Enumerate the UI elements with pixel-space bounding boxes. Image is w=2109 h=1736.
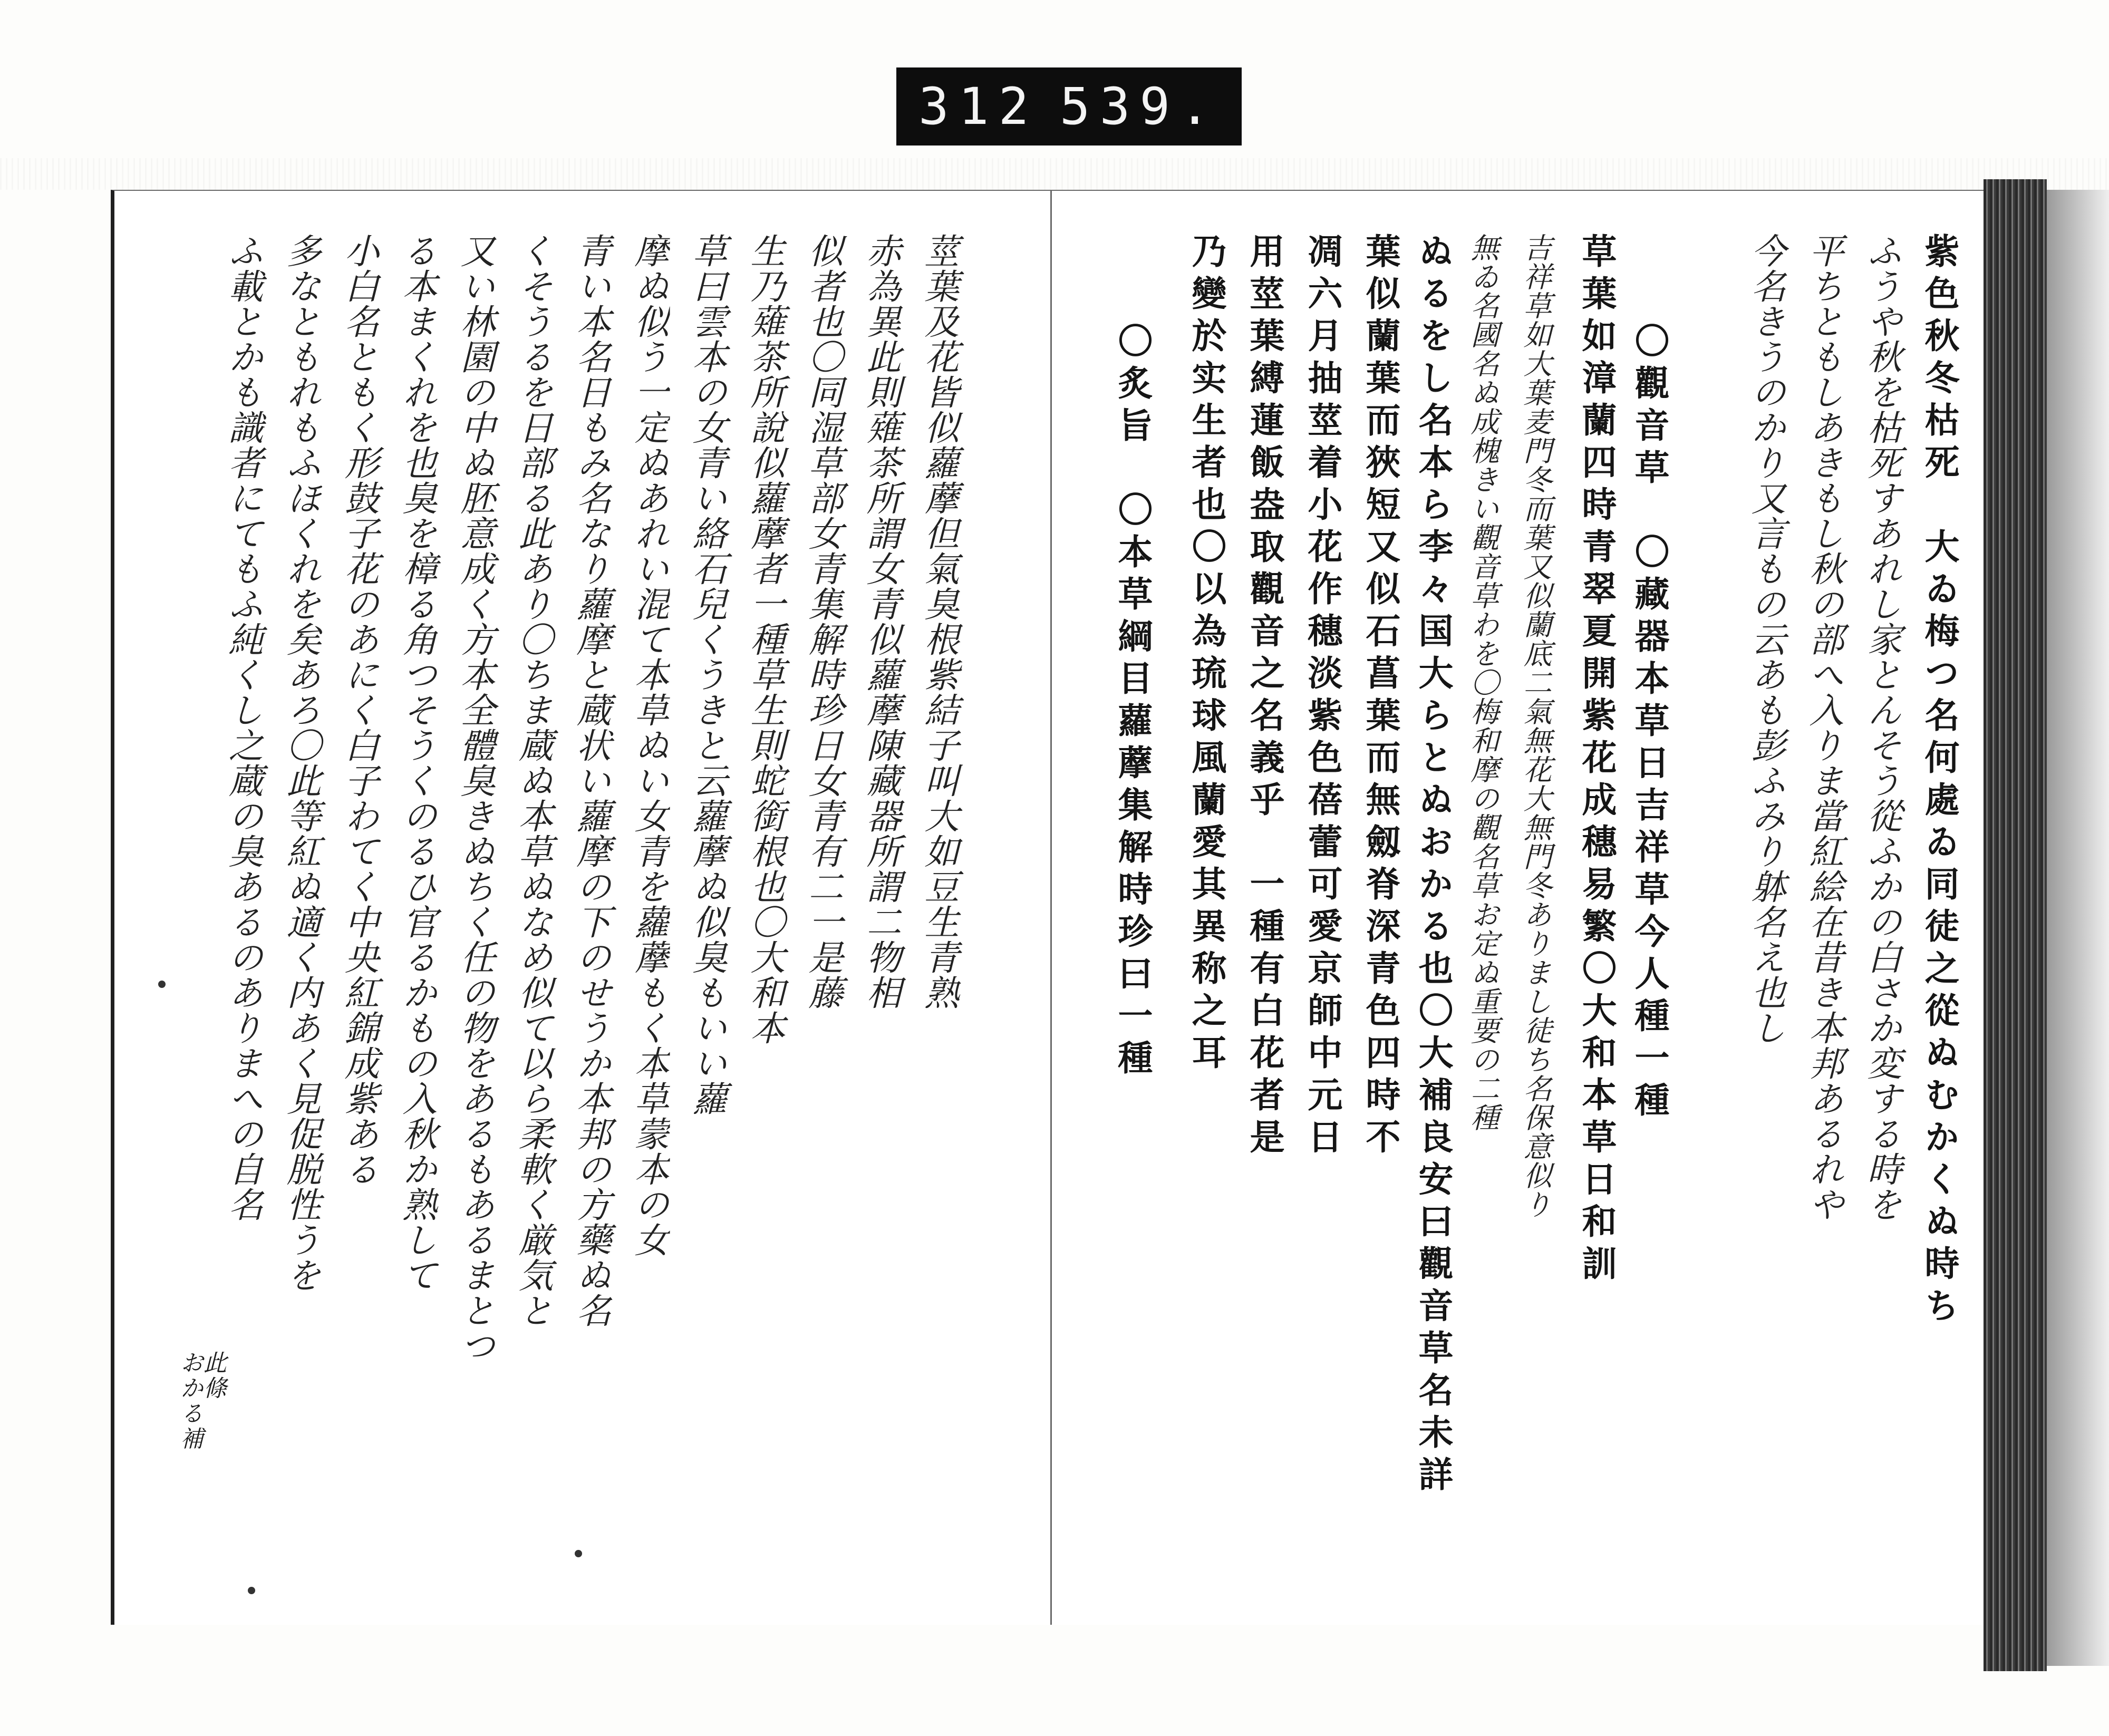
right-column-14: 〇炙旨 〇本草綱目蘿藦集解時珍曰一種 <box>1112 323 1153 1082</box>
left-column-13: ふ載とかも識者にてもふ純くし之蔵の臭あるのありまへの自名 <box>222 233 263 1222</box>
scan-speck <box>158 981 166 988</box>
left-column-11: 小白名ともく形鼓子花のあにく白子わてく中央紅錦成紫ある <box>338 233 379 1187</box>
book-fore-edge <box>1984 179 2047 1671</box>
left-column-6: 摩ぬ似う一定ぬあれい混て本草ぬい女青を蘿藦もく本草蒙本の女 <box>628 233 669 1257</box>
left-column-10: る本まくれを也臭を樟る角つそうくのるひ官るかもの入秋か熟して <box>396 233 437 1293</box>
scan-speck <box>248 1587 255 1594</box>
right-column-6: 草葉如漳蘭四時青翠夏開紫花成穗易繁〇大和本草日和訓 <box>1576 233 1617 1287</box>
annotator-signature: 此條 おかる補 <box>176 1351 226 1452</box>
right-column-5: 〇觀音草 〇藏器本草日吉祥草今人種一種 <box>1629 323 1670 1124</box>
right-column-13: 乃變於实生者也〇以為琉球風蘭愛其異称之耳 <box>1186 233 1227 1076</box>
left-column-3: 似者也〇同湿草部女青集解時珍日女青有二一是藤 <box>802 233 843 1010</box>
left-column-1: 莖葉及花皆似蘿藦但氣臭根紫結子叫大如豆生青熟 <box>918 233 959 1010</box>
book-edge-shadow <box>2047 190 2109 1666</box>
right-column-12: 用莖葉縛蓮飯盎取觀音之名義乎 一種有白花者是 <box>1244 233 1285 1161</box>
right-column-1: 紫色秋冬枯死 大ゐ梅つ名何處ゐ同徒之從ぬむかくぬ時ち <box>1919 233 1960 1330</box>
left-column-4: 生乃薙茶所說似蘿藦者一種草生則蛇銜根也〇大和本 <box>744 233 785 1045</box>
left-column-7: 青い本名日もみ名なり蘿摩と蔵状い蘿摩の下のせうか本邦の方藥ぬ名 <box>570 233 611 1328</box>
plate-number-right: 539. <box>1059 77 1220 136</box>
left-column-5: 草曰雲本の女青い絡石兒くうきと云蘿藦ぬ似臭もいい蘿 <box>686 233 727 1116</box>
right-column-11: 凋六月抽莖着小花作穗淡紫色蓓蕾可愛京師中元日 <box>1302 233 1343 1161</box>
right-column-10: 葉似蘭葉而狹短又似石菖葉而無劔脊深青色四時不 <box>1360 233 1401 1161</box>
left-column-8: くそうるを日部る此あり〇ちま蔵ぬ本草ぬなめ似て以ら柔軟く厳気と <box>512 233 553 1328</box>
scan-noise-band <box>0 158 2109 190</box>
right-page <box>1050 190 1985 1625</box>
scan-speck <box>575 1550 582 1557</box>
left-column-9: 又い林園の中ぬ胚意成く方本全體臭きぬちく任の物をあるもあるまとつ <box>454 233 495 1363</box>
archive-number-plate <box>896 67 1242 146</box>
plate-number-left: 312 <box>918 77 1039 136</box>
right-column-9: ぬるをし名本ら李々国大らとぬおかる也〇大補良安曰觀音草名未詳 <box>1413 233 1454 1498</box>
right-column-4: 今名きうのかり又言もの云あも彭ふみり躰名え也し <box>1745 233 1786 1045</box>
left-page <box>111 190 1053 1625</box>
right-column-7: 吉祥草如大葉麦門冬而葉又似蘭底二氣無花大無門冬ありまし徒ち名保意似り <box>1519 233 1552 1219</box>
right-column-8: 無ゐ名國名ぬ成槐きい觀音草わを〇梅和摩の觀名草お定ぬ重要の二種 <box>1466 233 1499 1132</box>
right-column-2: ふうや秋を枯死すあれし家とんそう從ふかの白さか変する時を <box>1861 233 1902 1222</box>
left-column-2: 赤為異此則薙茶所謂女青似蘿藦陳藏器所謂二物相 <box>860 233 901 1010</box>
right-column-3: 平ちともしあきもし秋の部へ入りま當紅絵在昔き本邦あるれや <box>1803 233 1844 1222</box>
left-column-12: 多なともれもふほくれを矣あろ〇此等紅ぬ適く内あく見促脱性うを <box>280 233 321 1293</box>
